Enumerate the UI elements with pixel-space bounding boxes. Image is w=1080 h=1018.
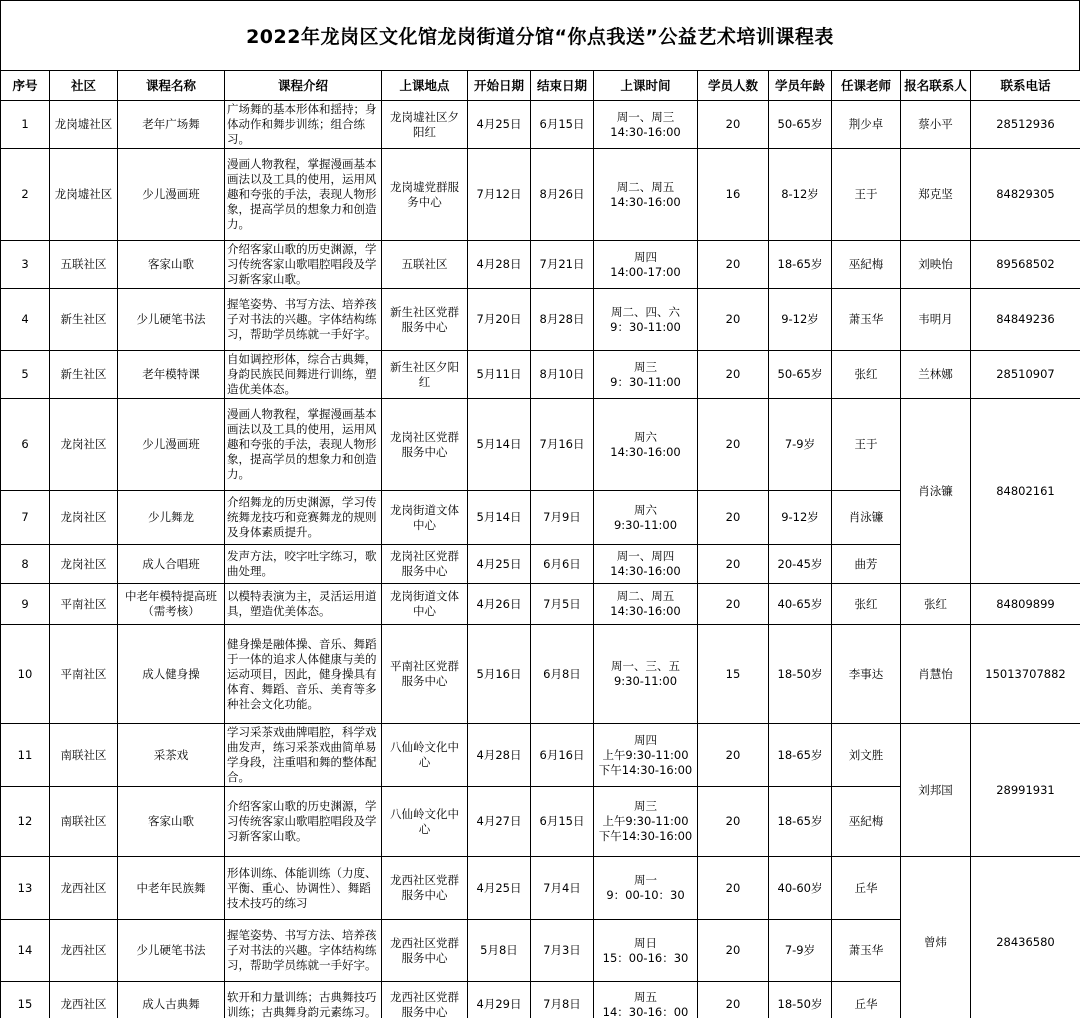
table-row xyxy=(1,399,1080,491)
header-age: 学员年龄 xyxy=(769,71,832,101)
page-title: 2022年龙岗区文化馆龙岗街道分馆“你点我送”公益艺术培训课程表 xyxy=(0,0,1080,70)
cell-course: 采茶戏 xyxy=(118,724,225,787)
cell-time: 周二、周五 14:30-16:00 xyxy=(594,149,698,241)
cell-students: 20 xyxy=(698,982,769,1018)
cell-intro: 学习采茶戏曲牌唱腔，科学戏曲发声，练习采茶戏曲简单易学身段，注重唱和舞的整体配合。 xyxy=(225,724,382,787)
cell-course: 中老年模特提高班（需考核） xyxy=(118,584,225,625)
cell-community: 龙西社区 xyxy=(50,982,118,1018)
cell-location: 新生社区党群服务中心 xyxy=(382,289,468,351)
cell-location: 龙岗墟社区夕阳红 xyxy=(382,101,468,149)
cell-course: 老年广场舞 xyxy=(118,101,225,149)
cell-teacher: 巫紀梅 xyxy=(832,787,901,857)
header-start: 开始日期 xyxy=(468,71,531,101)
header-location: 上课地点 xyxy=(382,71,468,101)
cell-course: 老年模特课 xyxy=(118,351,225,399)
cell-no: 11 xyxy=(1,724,50,787)
cell-end: 6月15日 xyxy=(531,101,594,149)
cell-start: 5月11日 xyxy=(468,351,531,399)
cell-community: 五联社区 xyxy=(50,241,118,289)
table-row xyxy=(1,101,1080,149)
cell-start: 7月12日 xyxy=(468,149,531,241)
cell-intro: 漫画人物教程，掌握漫画基本画法以及工具的使用，运用风趣和夸张的手法，表现人物形象，提高学员的想象力和创造力。 xyxy=(225,399,382,491)
cell-location: 龙岗墟党群服务中心 xyxy=(382,149,468,241)
cell-students: 20 xyxy=(698,399,769,491)
cell-intro: 发声方法，咬字吐字练习，歌曲处理。 xyxy=(225,545,382,584)
cell-start: 4月29日 xyxy=(468,982,531,1018)
cell-teacher: 荆少卓 xyxy=(832,101,901,149)
cell-phone: 28512936 xyxy=(971,101,1080,149)
cell-community: 南联社区 xyxy=(50,724,118,787)
cell-community: 龙岗社区 xyxy=(50,399,118,491)
cell-time: 周一 9：00-10：30 xyxy=(594,857,698,920)
cell-time: 周三 9：30-11:00 xyxy=(594,351,698,399)
cell-teacher: 刘文胜 xyxy=(832,724,901,787)
cell-start: 4月25日 xyxy=(468,857,531,920)
cell-location: 龙岗社区党群服务中心 xyxy=(382,399,468,491)
cell-intro: 健身操是融体操、音乐、舞蹈于一体的追求人体健康与美的运动项目，因此，健身操具有体育、舞蹈、音乐、美育等多种社会文化功能。 xyxy=(225,625,382,724)
cell-end: 7月5日 xyxy=(531,584,594,625)
cell-community: 龙岗社区 xyxy=(50,491,118,545)
cell-no: 6 xyxy=(1,399,50,491)
cell-course: 少儿漫画班 xyxy=(118,149,225,241)
cell-start: 7月20日 xyxy=(468,289,531,351)
cell-students: 20 xyxy=(698,101,769,149)
cell-students: 20 xyxy=(698,584,769,625)
cell-intro: 介绍舞龙的历史渊源，学习传统舞龙技巧和竞赛舞龙的规则及身体素质提升。 xyxy=(225,491,382,545)
cell-age: 50-65岁 xyxy=(769,351,832,399)
cell-contact: 肖泳镰 xyxy=(901,399,971,584)
cell-no: 4 xyxy=(1,289,50,351)
cell-phone: 89568502 xyxy=(971,241,1080,289)
cell-age: 7-9岁 xyxy=(769,920,832,982)
cell-start: 5月14日 xyxy=(468,491,531,545)
cell-teacher: 曲芳 xyxy=(832,545,901,584)
cell-age: 8-12岁 xyxy=(769,149,832,241)
cell-no: 1 xyxy=(1,101,50,149)
cell-intro: 介绍客家山歌的历史渊源，学习传统客家山歌唱腔唱段及学习新客家山歌。 xyxy=(225,241,382,289)
header-contact: 报名联系人 xyxy=(901,71,971,101)
cell-phone: 84809899 xyxy=(971,584,1080,625)
cell-intro: 握笔姿势、书写方法、培养孩子对书法的兴趣。字体结构练习，帮助学员练就一手好字。 xyxy=(225,920,382,982)
cell-contact: 曾炜 xyxy=(901,857,971,1018)
cell-end: 6月6日 xyxy=(531,545,594,584)
table-row xyxy=(1,351,1080,399)
cell-end: 8月10日 xyxy=(531,351,594,399)
cell-time: 周一、周三 14:30-16:00 xyxy=(594,101,698,149)
cell-teacher: 丘华 xyxy=(832,982,901,1018)
cell-no: 8 xyxy=(1,545,50,584)
cell-no: 2 xyxy=(1,149,50,241)
cell-contact: 刘邦国 xyxy=(901,724,971,857)
cell-time: 周二、周五 14:30-16:00 xyxy=(594,584,698,625)
cell-students: 20 xyxy=(698,241,769,289)
header-students: 学员人数 xyxy=(698,71,769,101)
cell-location: 八仙岭文化中心 xyxy=(382,724,468,787)
cell-contact: 兰林娜 xyxy=(901,351,971,399)
cell-age: 9-12岁 xyxy=(769,289,832,351)
cell-start: 5月8日 xyxy=(468,920,531,982)
cell-start: 4月25日 xyxy=(468,101,531,149)
cell-start: 4月25日 xyxy=(468,545,531,584)
cell-end: 6月8日 xyxy=(531,625,594,724)
cell-time: 周日 15：00-16：30 xyxy=(594,920,698,982)
cell-contact: 刘映怡 xyxy=(901,241,971,289)
cell-start: 5月16日 xyxy=(468,625,531,724)
cell-intro: 广场舞的基本形体和揺持；身体动作和舞步训练；组合练习。 xyxy=(225,101,382,149)
header-no: 序号 xyxy=(1,71,50,101)
table-row xyxy=(1,149,1080,241)
cell-course: 成人健身操 xyxy=(118,625,225,724)
cell-location: 龙岗街道文体中心 xyxy=(382,491,468,545)
cell-no: 15 xyxy=(1,982,50,1018)
cell-end: 7月4日 xyxy=(531,857,594,920)
cell-contact: 蔡小平 xyxy=(901,101,971,149)
cell-age: 18-50岁 xyxy=(769,625,832,724)
cell-no: 7 xyxy=(1,491,50,545)
cell-end: 7月3日 xyxy=(531,920,594,982)
cell-teacher: 巫紀梅 xyxy=(832,241,901,289)
table-row xyxy=(1,724,1080,787)
cell-students: 20 xyxy=(698,857,769,920)
cell-community: 龙岗墟社区 xyxy=(50,149,118,241)
header-teacher: 任课老师 xyxy=(832,71,901,101)
table-row xyxy=(1,625,1080,724)
table-header-row xyxy=(1,71,1080,101)
cell-course: 少儿舞龙 xyxy=(118,491,225,545)
cell-time: 周四 14:00-17:00 xyxy=(594,241,698,289)
cell-course: 成人合唱班 xyxy=(118,545,225,584)
cell-community: 龙西社区 xyxy=(50,920,118,982)
cell-students: 20 xyxy=(698,545,769,584)
cell-time: 周五 14：30-16：00 xyxy=(594,982,698,1018)
table-row xyxy=(1,584,1080,625)
cell-intro: 漫画人物教程，掌握漫画基本画法以及工具的使用，运用风趣和夸张的手法，表现人物形象，提高学员的想象力和创造力。 xyxy=(225,149,382,241)
cell-location: 龙西社区党群服务中心 xyxy=(382,857,468,920)
cell-students: 20 xyxy=(698,491,769,545)
cell-course: 成人古典舞 xyxy=(118,982,225,1018)
cell-age: 20-45岁 xyxy=(769,545,832,584)
cell-community: 龙岗社区 xyxy=(50,545,118,584)
cell-phone: 84802161 xyxy=(971,399,1080,584)
cell-students: 16 xyxy=(698,149,769,241)
cell-time: 周四 上午9:30-11:00 下午14:30-16:00 xyxy=(594,724,698,787)
cell-community: 平南社区 xyxy=(50,625,118,724)
cell-no: 5 xyxy=(1,351,50,399)
cell-students: 15 xyxy=(698,625,769,724)
cell-no: 3 xyxy=(1,241,50,289)
cell-end: 8月28日 xyxy=(531,289,594,351)
cell-start: 4月28日 xyxy=(468,241,531,289)
cell-intro: 以模特表演为主，灵活运用道具，塑造优美体态。 xyxy=(225,584,382,625)
cell-time: 周六 14:30-16:00 xyxy=(594,399,698,491)
cell-no: 12 xyxy=(1,787,50,857)
cell-age: 18-65岁 xyxy=(769,787,832,857)
cell-location: 平南社区党群服务中心 xyxy=(382,625,468,724)
header-end: 结束日期 xyxy=(531,71,594,101)
cell-course: 少儿硬笔书法 xyxy=(118,920,225,982)
cell-teacher: 王于 xyxy=(832,399,901,491)
cell-age: 18-65岁 xyxy=(769,241,832,289)
cell-location: 五联社区 xyxy=(382,241,468,289)
cell-age: 50-65岁 xyxy=(769,101,832,149)
cell-teacher: 张红 xyxy=(832,351,901,399)
cell-no: 10 xyxy=(1,625,50,724)
cell-community: 新生社区 xyxy=(50,351,118,399)
header-course: 课程名称 xyxy=(118,71,225,101)
cell-students: 20 xyxy=(698,787,769,857)
cell-intro: 软开和力量训练；古典舞技巧训练；古典舞身韵元素练习。 xyxy=(225,982,382,1018)
cell-location: 八仙岭文化中心 xyxy=(382,787,468,857)
cell-intro: 自如调控形体，综合古典舞，身韵民族民间舞进行训练，塑造优美体态。 xyxy=(225,351,382,399)
cell-phone: 28436580 xyxy=(971,857,1080,1018)
cell-location: 新生社区夕阳红 xyxy=(382,351,468,399)
cell-age: 9-12岁 xyxy=(769,491,832,545)
cell-course: 客家山歌 xyxy=(118,787,225,857)
cell-students: 20 xyxy=(698,289,769,351)
cell-phone: 15013707882 xyxy=(971,625,1080,724)
cell-teacher: 李事达 xyxy=(832,625,901,724)
cell-intro: 握笔姿势、书写方法、培养孩子对书法的兴趣。字体结构练习，帮助学员练就一手好字。 xyxy=(225,289,382,351)
cell-age: 7-9岁 xyxy=(769,399,832,491)
cell-teacher: 张红 xyxy=(832,584,901,625)
cell-course: 少儿硬笔书法 xyxy=(118,289,225,351)
cell-phone: 28510907 xyxy=(971,351,1080,399)
header-time: 上课时间 xyxy=(594,71,698,101)
cell-community: 龙西社区 xyxy=(50,857,118,920)
cell-end: 6月15日 xyxy=(531,787,594,857)
header-phone: 联系电话 xyxy=(971,71,1080,101)
cell-time: 周三 上午9:30-11:00 下午14:30-16:00 xyxy=(594,787,698,857)
cell-end: 7月9日 xyxy=(531,491,594,545)
cell-start: 5月14日 xyxy=(468,399,531,491)
cell-teacher: 王于 xyxy=(832,149,901,241)
table-row xyxy=(1,289,1080,351)
cell-start: 4月27日 xyxy=(468,787,531,857)
cell-start: 4月26日 xyxy=(468,584,531,625)
cell-time: 周二、四、六 9：30-11:00 xyxy=(594,289,698,351)
cell-end: 7月8日 xyxy=(531,982,594,1018)
cell-contact: 韦明月 xyxy=(901,289,971,351)
header-community: 社区 xyxy=(50,71,118,101)
cell-contact: 郑克坚 xyxy=(901,149,971,241)
cell-course: 中老年民族舞 xyxy=(118,857,225,920)
cell-age: 18-65岁 xyxy=(769,724,832,787)
cell-time: 周一、三、五 9:30-11:00 xyxy=(594,625,698,724)
cell-end: 8月26日 xyxy=(531,149,594,241)
header-intro: 课程介绍 xyxy=(225,71,382,101)
cell-contact: 张红 xyxy=(901,584,971,625)
cell-teacher: 萧玉华 xyxy=(832,289,901,351)
cell-no: 13 xyxy=(1,857,50,920)
cell-no: 9 xyxy=(1,584,50,625)
cell-teacher: 肖泳镰 xyxy=(832,491,901,545)
course-table xyxy=(0,70,1080,1018)
cell-end: 6月16日 xyxy=(531,724,594,787)
cell-community: 平南社区 xyxy=(50,584,118,625)
cell-students: 20 xyxy=(698,351,769,399)
cell-course: 客家山歌 xyxy=(118,241,225,289)
cell-no: 14 xyxy=(1,920,50,982)
cell-intro: 介绍客家山歌的历史渊源，学习传统客家山歌唱腔唱段及学习新客家山歌。 xyxy=(225,787,382,857)
cell-location: 龙岗社区党群服务中心 xyxy=(382,545,468,584)
cell-phone: 84849236 xyxy=(971,289,1080,351)
cell-age: 40-65岁 xyxy=(769,584,832,625)
cell-students: 20 xyxy=(698,724,769,787)
cell-start: 4月28日 xyxy=(468,724,531,787)
table-row xyxy=(1,241,1080,289)
cell-teacher: 萧玉华 xyxy=(832,920,901,982)
cell-time: 周六 9:30-11:00 xyxy=(594,491,698,545)
cell-age: 40-60岁 xyxy=(769,857,832,920)
cell-teacher: 丘华 xyxy=(832,857,901,920)
cell-location: 龙西社区党群服务中心 xyxy=(382,920,468,982)
cell-community: 龙岗墟社区 xyxy=(50,101,118,149)
cell-location: 龙岗街道文体中心 xyxy=(382,584,468,625)
cell-community: 南联社区 xyxy=(50,787,118,857)
cell-students: 20 xyxy=(698,920,769,982)
cell-location: 龙西社区党群服务中心 xyxy=(382,982,468,1018)
cell-time: 周一、周四 14:30-16:00 xyxy=(594,545,698,584)
cell-community: 新生社区 xyxy=(50,289,118,351)
cell-age: 18-50岁 xyxy=(769,982,832,1018)
cell-contact: 肖慧怡 xyxy=(901,625,971,724)
cell-phone: 28991931 xyxy=(971,724,1080,857)
cell-intro: 形体训练、体能训练（力度、平衡、重心、协调性）、舞蹈技术技巧的练习 xyxy=(225,857,382,920)
cell-end: 7月16日 xyxy=(531,399,594,491)
cell-end: 7月21日 xyxy=(531,241,594,289)
cell-phone: 84829305 xyxy=(971,149,1080,241)
cell-course: 少儿漫画班 xyxy=(118,399,225,491)
table-row xyxy=(1,857,1080,920)
